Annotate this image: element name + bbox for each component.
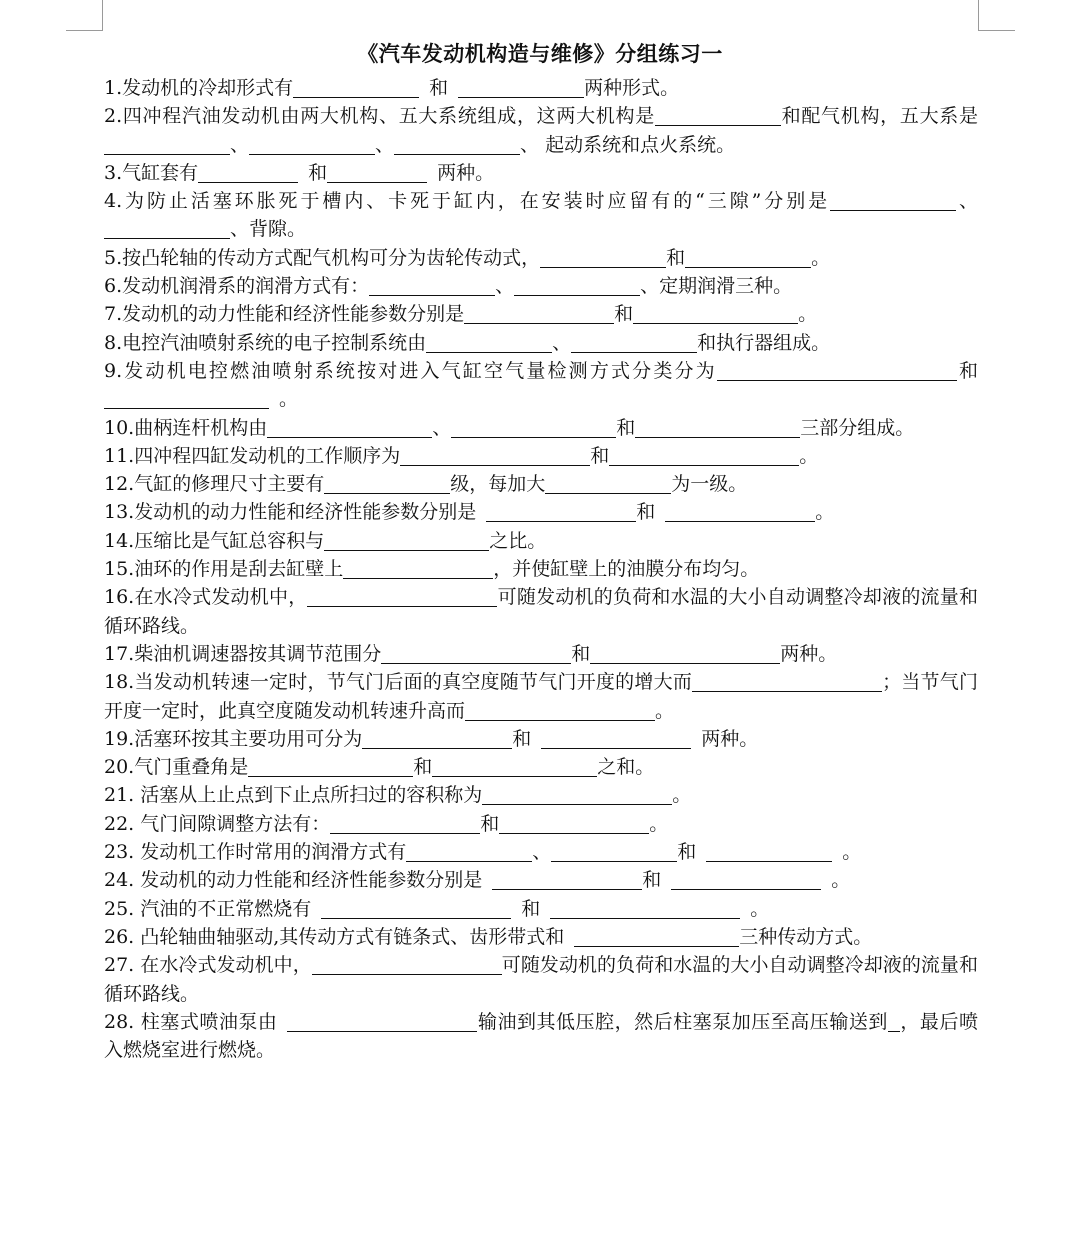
answer-blank[interactable] xyxy=(482,785,672,805)
answer-blank[interactable] xyxy=(327,163,427,183)
answer-blank[interactable] xyxy=(685,248,811,268)
page-corner-mark-left xyxy=(66,0,103,31)
question-12: 12.气缸的修理尺寸主要有 级，每加大 为一级。 xyxy=(104,473,748,496)
question-9: 9.发动机电控燃油喷射系统按对进入气缸空气量检测方式分类分为 和。 xyxy=(104,359,978,411)
question-6: 6.发动机润滑系的润滑方式有： 、 、定期润滑三种。 xyxy=(104,275,793,298)
question-26: 26. 凸轮轴曲轴驱动,其传动方式有链条式、齿形带式和 三种传动方式。 xyxy=(104,925,873,948)
question-16: 16.在水冷式发动机中， 可随发动机的负荷和水温的大小自动调整冷却液的流量和循环路线。 xyxy=(104,586,978,637)
answer-blank[interactable] xyxy=(635,418,800,438)
answer-blank[interactable] xyxy=(451,418,616,438)
answer-blank[interactable] xyxy=(514,276,640,296)
answer-blank[interactable] xyxy=(486,502,636,522)
answer-blank[interactable] xyxy=(198,163,298,183)
answer-blank[interactable] xyxy=(540,248,666,268)
document-title: 《汽车发动机构造与维修》分组练习一 xyxy=(357,41,723,66)
question-list xyxy=(104,74,978,1064)
question-21: 21. 活塞从上止点到下止点所扫过的容积称为 。 xyxy=(104,784,692,807)
answer-blank[interactable] xyxy=(458,78,584,98)
answer-blank[interactable] xyxy=(545,474,671,494)
question-20: 20.气门重叠角是 和 之和。 xyxy=(104,756,655,779)
answer-blank[interactable] xyxy=(888,1012,900,1032)
answer-blank[interactable] xyxy=(343,559,493,579)
answer-blank[interactable] xyxy=(465,701,655,721)
question-17: 17.柴油机调速器按其调节范围分 和 两种。 xyxy=(104,642,838,665)
answer-blank[interactable] xyxy=(248,757,413,777)
answer-blank[interactable] xyxy=(551,842,677,862)
question-4: 4.为防止活塞环胀死于槽内、卡死于缸内，在安装时应留有的“三隙”分别是 、、背隙。 xyxy=(104,190,978,241)
answer-blank[interactable] xyxy=(671,870,821,890)
answer-blank[interactable] xyxy=(104,135,230,155)
question-23: 23. 发动机工作时常用的润滑方式有 、 和 。 xyxy=(104,841,862,864)
question-14: 14.压缩比是气缸总容积与 之比。 xyxy=(104,529,547,552)
answer-blank[interactable] xyxy=(633,304,798,324)
answer-blank[interactable] xyxy=(321,899,511,919)
question-7: 7.发动机的动力性能和经济性能参数分别是 和 。 xyxy=(104,303,818,326)
answer-blank[interactable] xyxy=(287,1012,477,1032)
answer-blank[interactable] xyxy=(400,446,590,466)
answer-blank[interactable] xyxy=(499,814,649,834)
answer-blank[interactable] xyxy=(830,191,956,211)
question-11: 11.四冲程四缸发动机的工作顺序为 和 。 xyxy=(104,444,819,467)
answer-blank[interactable] xyxy=(324,474,450,494)
answer-blank[interactable] xyxy=(571,333,697,353)
question-19: 19.活塞环按其主要功用可分为 和 两种。 xyxy=(104,727,759,750)
answer-blank[interactable] xyxy=(249,135,375,155)
answer-blank[interactable] xyxy=(369,276,495,296)
answer-blank[interactable] xyxy=(655,106,781,126)
question-13: 13.发动机的动力性能和经济性能参数分别是 和 。 xyxy=(104,501,835,524)
question-8: 8.电控汽油喷射系统的电子控制系统由 、 和执行器组成。 xyxy=(104,331,831,354)
page-corner-mark-right xyxy=(978,0,1015,31)
answer-blank[interactable] xyxy=(362,729,512,749)
answer-blank[interactable] xyxy=(590,644,780,664)
answer-blank[interactable] xyxy=(104,389,269,409)
answer-blank[interactable] xyxy=(381,644,571,664)
answer-blank[interactable] xyxy=(312,955,502,975)
answer-blank[interactable] xyxy=(330,814,480,834)
question-3: 3.气缸套有 和 两种。 xyxy=(104,161,495,184)
question-2: 2.四冲程汽油发动机由两大机构、五大系统组成，这两大机构是 和配气机构，五大系是、 、 、 起动系统和点火系统。 xyxy=(104,105,978,156)
answer-blank[interactable] xyxy=(394,135,520,155)
question-18: 18.当发动机转速一定时，节气门后面的真空度随节气门开度的增大而 ；当节气门开度一定时，此真空度随发动机转速升高而 。 xyxy=(104,671,978,722)
answer-blank[interactable] xyxy=(293,78,419,98)
answer-blank[interactable] xyxy=(574,927,739,947)
answer-blank[interactable] xyxy=(307,587,497,607)
answer-blank[interactable] xyxy=(706,842,832,862)
answer-blank[interactable] xyxy=(665,502,815,522)
answer-blank[interactable] xyxy=(104,219,230,239)
answer-blank[interactable] xyxy=(692,672,882,692)
question-5: 5.按凸轮轴的传动方式配气机构可分为齿轮传动式， 和 。 xyxy=(104,246,831,269)
question-27: 27. 在水冷式发动机中， 可随发动机的负荷和水温的大小自动调整冷却液的流量和循环路线。 xyxy=(104,954,978,1005)
question-25: 25. 汽油的不正常燃烧有 和 。 xyxy=(104,897,770,920)
question-28: 28. 柱塞式喷油泵由 输油到其低压腔，然后柱塞泵加压至高压输送到 ，最后喷入燃烧室进行燃烧。 xyxy=(104,1010,978,1062)
answer-blank[interactable] xyxy=(717,361,957,381)
answer-blank[interactable] xyxy=(406,842,532,862)
question-1: 1.发动机的冷却形式有 和 两种形式。 xyxy=(104,77,680,99)
answer-blank[interactable] xyxy=(550,899,740,919)
question-22: 22. 气门间隙调整方法有： 和 。 xyxy=(104,812,669,835)
question-15: 15.油环的作用是刮去缸壁上 ，并使缸壁上的油膜分布均匀。 xyxy=(104,558,760,581)
answer-blank[interactable] xyxy=(541,729,691,749)
answer-blank[interactable] xyxy=(267,418,432,438)
answer-blank[interactable] xyxy=(609,446,799,466)
answer-blank[interactable] xyxy=(464,304,614,324)
answer-blank[interactable] xyxy=(432,757,597,777)
answer-blank[interactable] xyxy=(426,333,552,353)
question-10: 10.曲柄连杆机构由 、 和 三部分组成。 xyxy=(104,416,915,439)
question-24: 24. 发动机的动力性能和经济性能参数分别是 和 。 xyxy=(104,869,851,892)
answer-blank[interactable] xyxy=(324,531,489,551)
answer-blank[interactable] xyxy=(492,870,642,890)
